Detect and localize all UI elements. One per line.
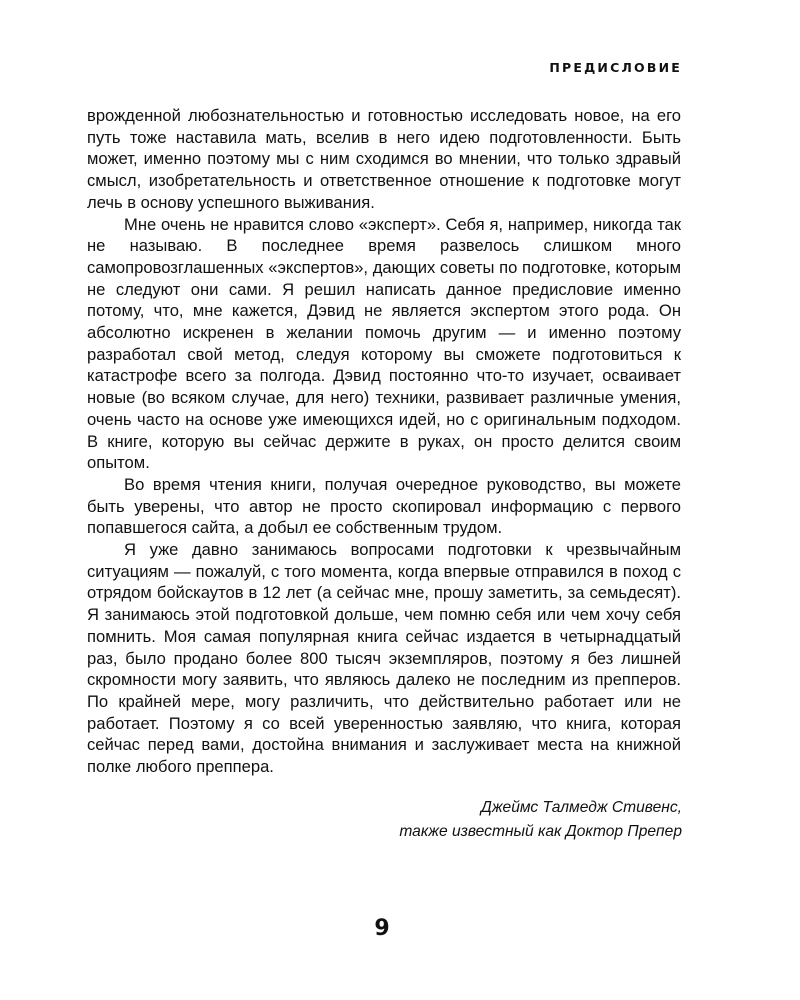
paragraph-expert: Мне очень не нравится слово «эксперт». Себя я, например, никогда так не называю. В последнее время развелось слишком много самопровозглашенных «экспертов», дающих советы по подготовке, которым не следуют они сами. Я решил написать данное предисловие именно потому, что, мне кажется, Дэвид не является экспертом этого рода. Он абсолютно искренен в желании помочь другим — и именно поэтому разработал свой метод, следуя которому вы сможете подготовиться к катастрофе всего за полгода. Дэвид постоянно что-то изучает, осваивает новые (во всяком случае, для него) техники, развивает различные умения, очень часто на основе уже имеющихся идей, но с оригинальным подходом. В книге, которую вы сейчас держите в руках, он просто делится своим опытом. [87, 214, 681, 473]
paragraph-reading: Во время чтения книги, получая очередное руководство, вы можете быть уверены, что автор не просто скопировал информацию с первого попавшегося сайта, а добыл ее собственным трудом. [87, 474, 681, 538]
author-signature [399, 796, 682, 844]
running-title: ПРЕДИСЛОВИЕ [549, 60, 682, 75]
signature-alias: также известный как Доктор Препер [399, 823, 682, 840]
signature-name: Джеймс Талмедж Стивенс, [480, 799, 682, 816]
body-text [87, 105, 681, 778]
paragraph-experience: Я уже давно занимаюсь вопросами подготовки к чрезвычайным ситуациям — пожалуй, с того момента, когда впервые отправился в поход с отрядом бойскаутов в 12 лет (а сейчас мне, прошу заметить, за семьдесят). Я занимаюсь этой подготовкой дольше, чем помню себя или чем хочу себя помнить. Моя самая популярная книга сейчас издается в четырнадцатый раз, было продано более 800 тысяч экземпляров, поэтому я без лишней скромности могу заявить, что являюсь далеко не последним из препперов. По крайней мере, могу различить, что действительно работает или не работает. Поэтому я со всей уверенностью заявляю, что книга, которая сейчас перед вами, достойна внимания и заслуживает места на книжной полке любого преппера. [87, 540, 681, 777]
paragraph-continuation: врожденной любознательностью и готовностью исследовать новое, на его путь тоже наставила мать, вселив в него идею подготовленности. Быть может, именно поэтому мы с ним сходимся во мнении, что только здравый смысл, изобретательность и ответственное отношение к подготовке могут лечь в основу успешного выживания. [87, 106, 681, 212]
page-number: 9 [374, 916, 390, 941]
